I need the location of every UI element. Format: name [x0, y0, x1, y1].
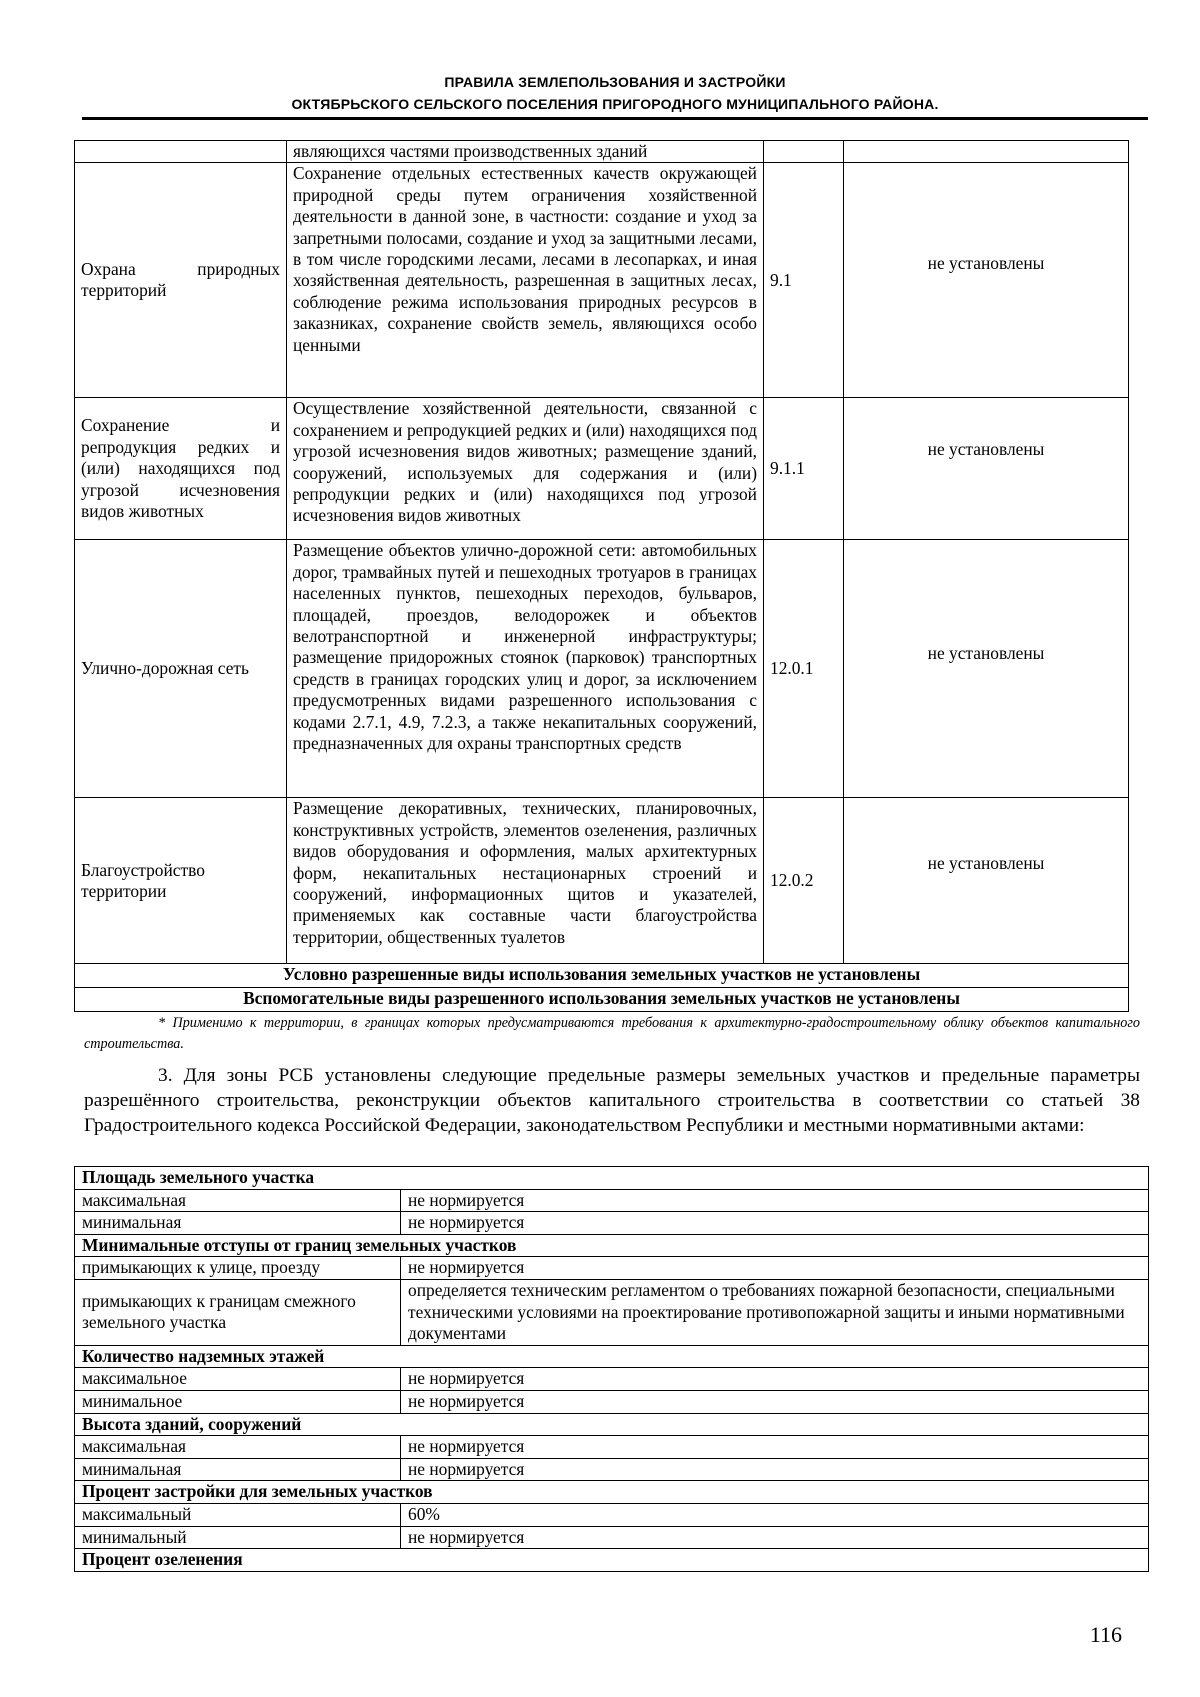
use-params-text: не установлены: [927, 439, 1045, 460]
param-value: не нормируется: [401, 1257, 1149, 1280]
section-header: Количество надземных этажей: [75, 1345, 1149, 1368]
param-value: 60%: [401, 1503, 1149, 1526]
page-number: 116: [1089, 1622, 1122, 1647]
use-params-cell: [844, 398, 1129, 540]
param-value: не нормируется: [401, 1368, 1149, 1391]
use-name-cell: Сохранение и репродукция редких и (или) находящихся под угрозой исчезновения видов животных: [75, 398, 287, 540]
table-row: [75, 1212, 1149, 1235]
table-row: [75, 1234, 1149, 1257]
use-code-cell: 9.1: [764, 163, 844, 398]
param-value: не нормируется: [401, 1212, 1149, 1235]
use-params-cell: [844, 163, 1129, 398]
param-value: не нормируется: [401, 1390, 1149, 1413]
param-value: не нормируется: [401, 1436, 1149, 1459]
param-label: максимальная: [75, 1436, 401, 1459]
table-row: [75, 398, 1129, 540]
table-row: [75, 1526, 1149, 1549]
table-row: [75, 1549, 1149, 1572]
auxiliary-uses-row: Вспомогательные виды разрешенного использования земельных участков не установлены: [75, 988, 1129, 1012]
use-params-text: не установлены: [927, 253, 1045, 274]
param-label: максимальное: [75, 1368, 401, 1391]
use-name-cell: [75, 141, 287, 163]
use-name-cell: Охрана природных территорий: [75, 163, 287, 398]
param-label: минимальное: [75, 1390, 401, 1413]
use-name-cell: Благоустройство территории: [75, 798, 287, 964]
use-name-cell: Улично-дорожная сеть: [75, 540, 287, 798]
use-description-cell: Размещение объектов улично-дорожной сети: автомобильных дорог, трамвайных путей и пешеходных тротуаров в границах населенных пунктов, пешеходных переходов, бульваров, площадей, проездов, велодорожек и объектов велотранспортной и инженерной инфраструктуры; размещение придорожных стоянок (парковок) транспортных средств в границах городских улиц и дорог, за исключением предусмотренных видами разрешенного использования с кодами 2.7.1, 4.9, 7.2.3, а также некапитальных сооружений, предназначенных для охраны транспортных средств: [287, 540, 764, 798]
use-code-cell: 12.0.2: [764, 798, 844, 964]
section-header: Процент застройки для земельных участков: [75, 1481, 1149, 1504]
table-row: [75, 1436, 1149, 1459]
param-label: минимальный: [75, 1526, 401, 1549]
use-description-cell: являющихся частями производственных зданий: [287, 141, 764, 163]
use-params-cell: [844, 141, 1129, 163]
table-row: [75, 1503, 1149, 1526]
running-header-line-1: ПРАВИЛА ЗЕМЛЕПОЛЬЗОВАНИЯ И ЗАСТРОЙКИ: [444, 74, 786, 90]
table-row: [75, 1390, 1149, 1413]
section-header: Процент озеленения: [75, 1549, 1149, 1572]
param-value: не нормируется: [401, 1189, 1149, 1212]
use-code-cell: 9.1.1: [764, 398, 844, 540]
table-row: [75, 1167, 1149, 1190]
section-header: Площадь земельного участка: [75, 1167, 1149, 1190]
conditional-uses-row: Условно разрешенные виды использования земельных участков не установлены: [75, 964, 1129, 988]
table-row: [75, 1368, 1149, 1391]
use-params-cell: [844, 540, 1129, 798]
table-row: [75, 1345, 1149, 1368]
table-row: [75, 1257, 1149, 1280]
param-label: примыкающих к улице, проезду: [75, 1257, 401, 1280]
table-row: [75, 1458, 1149, 1481]
table-row: [75, 1189, 1149, 1212]
section-header: Минимальные отступы от границ земельных участков: [75, 1234, 1149, 1257]
use-description-cell: Осуществление хозяйственной деятельности, связанной с сохранением и репродукцией редких и (или) находящихся под угрозой исчезновения видов животных; размещение зданий, сооружений, используемых для содержания и (или) репродукции редких и (или) находящихся под угрозой исчезновения видов животных: [287, 398, 764, 540]
param-value: не нормируется: [401, 1458, 1149, 1481]
running-header-line-2: ОКТЯБРЬСКОГО СЕЛЬСКОГО ПОСЕЛЕНИЯ ПРИГОРОДНОГО МУНИЦИПАЛЬНОГО РАЙОНА.: [291, 96, 939, 112]
param-label: максимальный: [75, 1503, 401, 1526]
table-row: [75, 163, 1129, 398]
param-label: минимальная: [75, 1212, 401, 1235]
param-value: определяется техническим регламентом о требованиях пожарной безопасности, специальными техническими условиями на проектирование противопожарной защиты и иными нормативными документами: [401, 1279, 1149, 1345]
param-label: минимальная: [75, 1458, 401, 1481]
use-code-cell: [764, 141, 844, 163]
use-params-cell: [844, 798, 1129, 964]
table-row: [75, 1481, 1149, 1504]
use-params-text: не установлены: [927, 643, 1045, 664]
table-row: [75, 141, 1129, 163]
use-code-cell: 12.0.1: [764, 540, 844, 798]
table-row: [75, 798, 1129, 964]
table-row: [75, 540, 1129, 798]
use-params-text: не установлены: [927, 853, 1045, 874]
section-header: Высота зданий, сооружений: [75, 1413, 1149, 1436]
param-label: примыкающих к границам смежного земельного участка: [75, 1279, 401, 1345]
table-row: [75, 988, 1129, 1012]
footnote: * Применимо к территории, в границах которых предусматриваются требования к архитектурно-градостроительному облику объектов капитального строительства.: [84, 1015, 1140, 1052]
table-row: [75, 1279, 1149, 1345]
param-value: не нормируется: [401, 1526, 1149, 1549]
table-row: [75, 1413, 1149, 1436]
limits-table: [74, 1166, 1149, 1572]
param-label: максимальная: [75, 1189, 401, 1212]
header-rule: [82, 117, 1148, 120]
body-paragraph: 3. Для зоны РСБ установлены следующие предельные размеры земельных участков и предельные параметры разрешённого строительства, реконструкции объектов капитального строительства в соответствии со статьей 38 Градостроительного кодекса Российской Федерации, законодательством Республики и местными нормативными актами:: [84, 1065, 1140, 1136]
use-description-cell: Размещение декоративных, технических, планировочных, конструктивных устройств, элементов озеленения, различных видов оборудования и оформления, малых архитектурных форм, некапитальных нестационарных строений и сооружений, информационных щитов и указателей, применяемых как составные части благоустройства территории, общественных туалетов: [287, 798, 764, 964]
permitted-uses-table: [74, 140, 1129, 1012]
use-description-cell: Сохранение отдельных естественных качеств окружающей природной среды путем ограничения хозяйственной деятельности в данной зоне, в частности: создание и уход за запретными полосами, создание и уход за защитными лесами, в том числе городскими лесами, лесами в лесопарках, и иная хозяйственная деятельность, разрешенная в защитных лесах, соблюдение режима использования природных ресурсов в заказниках, сохранение свойств земель, являющихся особо ценными: [287, 163, 764, 398]
table-row: [75, 964, 1129, 988]
